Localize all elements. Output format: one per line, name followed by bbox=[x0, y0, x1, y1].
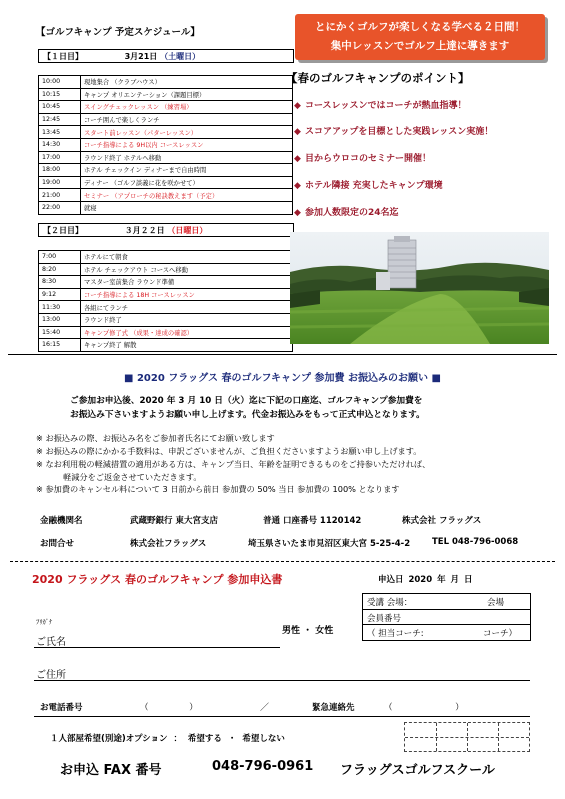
schedule-time: 10:00 bbox=[39, 76, 81, 89]
point-item: ◆ 目からウロコのセミナー開催！ bbox=[294, 154, 432, 164]
reception-suffix: 会場 bbox=[487, 598, 505, 608]
phone-paren: （ ） bbox=[140, 703, 198, 713]
bank-label: 金融機関名 bbox=[40, 516, 83, 526]
office-use-grid bbox=[404, 722, 530, 752]
note-3: ※ なお利用税の軽減措置の適用がある方は、キャンプ当日、年齢を証明できるものをご持参いただければ、 bbox=[36, 459, 431, 469]
day2-header bbox=[38, 223, 294, 237]
schedule-event: 就寝 bbox=[81, 201, 293, 214]
schedule-event: スタート前レッスン（パターレッスン） bbox=[81, 126, 293, 139]
day1-label: 【１日目】 bbox=[43, 52, 83, 61]
schedule-row bbox=[39, 288, 293, 301]
schedule-time: 12:45 bbox=[39, 113, 81, 126]
schedule-event: コーチ指導による 9H以内 コースレッスン bbox=[81, 138, 293, 151]
schedule-event: ラウンド終了 ホテルへ移動 bbox=[81, 151, 293, 164]
schedule-time: 7:00 bbox=[39, 251, 81, 264]
schedule-event: コーチ指導による 18H コースレッスン bbox=[81, 288, 293, 301]
account-holder: 株式会社 フラッグス bbox=[402, 516, 482, 526]
cut-line bbox=[10, 561, 555, 562]
schedule-event: ラウンド終了 bbox=[81, 313, 293, 326]
coach-suffix: コーチ） bbox=[483, 629, 518, 639]
contact-address: 埼玉県さいたま市見沼区東大宮 5-25-4-2 bbox=[248, 539, 411, 549]
schedule-time: 13:45 bbox=[39, 126, 81, 139]
schedule-row bbox=[39, 113, 293, 126]
member-number-label: 会員番号 bbox=[367, 614, 402, 624]
point-item: ◆ ホテル隣接 充実したキャンプ環境 bbox=[294, 181, 443, 191]
emergency-label: 緊急連絡先 bbox=[312, 703, 355, 713]
bank-name: 武蔵野銀行 東大宮支店 bbox=[130, 516, 218, 526]
schedule-time: 19:00 bbox=[39, 176, 81, 189]
fax-label: お申込 FAX 番号 bbox=[60, 763, 162, 778]
day1-header bbox=[38, 49, 294, 63]
point-item: ◆ 参加人数限定の24名迄 bbox=[294, 208, 399, 218]
schedule-event: ホテル チェックイン ディナーまで自由時間 bbox=[81, 164, 293, 177]
schedule-time: 22:00 bbox=[39, 201, 81, 214]
schedule-event: キャンプ修了式 （成果・達成の確認） bbox=[81, 326, 293, 339]
name-label: ご氏名 bbox=[36, 637, 66, 648]
note-5: ※ 参加費のキャンセル料について 3 日前から前日 参加費の 50% 当日 参加費の 100% となります bbox=[36, 484, 400, 494]
schedule-time: 16:15 bbox=[39, 339, 81, 352]
schedule-row bbox=[39, 176, 293, 189]
schedule-row bbox=[39, 76, 293, 89]
banner-line1: とにかくゴルフが楽しくなる学べる２日間！ bbox=[315, 21, 525, 33]
bank-account: 普通 口座番号 1120142 bbox=[263, 516, 362, 526]
day2-date: ３月２２日 bbox=[124, 226, 165, 235]
payment-intro-2: お振込み下さいますようお願い申し上げます。代金お振込みをもって正式申込となります。 bbox=[70, 410, 425, 420]
schedule-event: 各組にてランチ bbox=[81, 301, 293, 314]
day1-weekday: （土曜日） bbox=[160, 52, 201, 61]
contact-label: お問合せ bbox=[40, 539, 75, 549]
schedule-time: 9:12 bbox=[39, 288, 81, 301]
day2-weekday: （日曜日） bbox=[167, 226, 208, 235]
schedule-time: 17:00 bbox=[39, 151, 81, 164]
furigana-label: ﾌﾘｶﾞﾅ bbox=[36, 618, 53, 626]
schedule-time: 10:15 bbox=[39, 88, 81, 101]
reception-row bbox=[363, 594, 530, 610]
schedule-row bbox=[39, 164, 293, 177]
slash: ／ bbox=[260, 703, 270, 713]
schedule-row bbox=[39, 339, 293, 352]
day1-date: 3月21日 bbox=[124, 52, 158, 61]
contact-tel: TEL 048-796-0068 bbox=[432, 537, 519, 547]
note-2: ※ お振込みの際にかかる手数料は、申訳ございませんが、ご負担くださいますようお願い申し上げます。 bbox=[36, 446, 422, 456]
coach-label: （ 担当コーチ: bbox=[367, 629, 424, 639]
schedule-row bbox=[39, 151, 293, 164]
golf-course-photo bbox=[290, 232, 549, 344]
phone-input-line[interactable] bbox=[34, 716, 530, 717]
payment-intro-1: ご参加お申込後、2020 年 3 月 10 日（火）迄に下記の口座迄、ゴルフキャンプ参加費を bbox=[70, 396, 423, 406]
schedule-event: 現地集合 （クラブハウス） bbox=[81, 76, 293, 89]
contact-company: 株式会社フラッグス bbox=[130, 539, 207, 549]
coach-row[interactable] bbox=[363, 625, 530, 640]
diamond-bullet-icon: ◆ bbox=[294, 181, 301, 191]
schedule-event: スイングチェックレッスン （練習場） bbox=[81, 101, 293, 114]
schedule-row bbox=[39, 189, 293, 202]
section-divider bbox=[8, 354, 557, 355]
diamond-bullet-icon: ◆ bbox=[294, 101, 301, 111]
schedule-row bbox=[39, 313, 293, 326]
points-title: 【春のゴルフキャンプのポイント】 bbox=[286, 71, 470, 85]
point-item: ◆ スコアアップを目標とした実践レッスン実施！ bbox=[294, 127, 494, 137]
promo-banner bbox=[295, 14, 545, 60]
schedule-row bbox=[39, 326, 293, 339]
schedule-event: ホテル チェックアウト コースへ移動 bbox=[81, 263, 293, 276]
schedule-event: マスター室前集合 ラウンド準備 bbox=[81, 276, 293, 289]
schedule-event: ホテルにて朝食 bbox=[81, 251, 293, 264]
schedule-time: 13:00 bbox=[39, 313, 81, 326]
schedule-event: キャンプ終了 解散 bbox=[81, 339, 293, 352]
diamond-bullet-icon: ◆ bbox=[294, 208, 301, 218]
school-name: フラッグスゴルフスクール bbox=[340, 763, 495, 778]
point-item: ◆ コースレッスンではコーチが熱血指導！ bbox=[294, 101, 467, 111]
fax-number: 048-796-0961 bbox=[212, 759, 314, 774]
schedule-time: 18:00 bbox=[39, 164, 81, 177]
schedule-row bbox=[39, 276, 293, 289]
member-number-row[interactable] bbox=[363, 610, 530, 625]
note-4: 軽減分をご返金させていただきます。 bbox=[63, 472, 202, 482]
schedule-time: 14:30 bbox=[39, 138, 81, 151]
emergency-paren: （ ） bbox=[384, 703, 464, 713]
banner-line2: 集中レッスンでゴルフ上達に導きます bbox=[330, 40, 510, 52]
schedule-row bbox=[39, 138, 293, 151]
schedule-time: 10:45 bbox=[39, 101, 81, 114]
schedule-time: 15:40 bbox=[39, 326, 81, 339]
room-option[interactable]: １人部屋希望(別途)オプション ： 希望する ・ 希望しない bbox=[50, 734, 285, 744]
payment-title: ■ 2020 フラッグス 春のゴルフキャンプ 参加費 お振込みのお願い ■ bbox=[124, 373, 441, 384]
address-label: ご住所 bbox=[36, 670, 66, 681]
schedule-time: 21:00 bbox=[39, 189, 81, 202]
gender-choice[interactable]: 男性 ・ 女性 bbox=[282, 626, 334, 636]
diamond-bullet-icon: ◆ bbox=[294, 154, 301, 164]
schedule-title: 【ゴルフキャンプ 予定スケジュール】 bbox=[36, 27, 200, 38]
schedule-event: セミナー （アプローチの秘訣教えます（予定） bbox=[81, 189, 293, 202]
schedule-row bbox=[39, 201, 293, 214]
name-input-line[interactable] bbox=[34, 647, 280, 648]
note-1: ※ お振込みの際、お振込み名をご参加者氏名にてお願い致します bbox=[36, 433, 275, 443]
schedule-row bbox=[39, 101, 293, 114]
schedule-row bbox=[39, 88, 293, 101]
day1-schedule-table bbox=[38, 75, 293, 215]
schedule-row bbox=[39, 251, 293, 264]
diamond-bullet-icon: ◆ bbox=[294, 127, 301, 137]
form-title: 2020 フラッグス 春のゴルフキャンプ 参加申込書 bbox=[32, 573, 283, 586]
apply-date: 申込日 2020 年 月 日 bbox=[378, 575, 473, 585]
address-input-line[interactable] bbox=[34, 680, 530, 681]
schedule-row bbox=[39, 301, 293, 314]
reception-box bbox=[362, 593, 531, 641]
schedule-row bbox=[39, 126, 293, 139]
schedule-time: 11:30 bbox=[39, 301, 81, 314]
schedule-time: 8:20 bbox=[39, 263, 81, 276]
day2-label: 【２日目】 bbox=[43, 226, 83, 235]
day2-schedule-table bbox=[38, 250, 293, 352]
schedule-row bbox=[39, 263, 293, 276]
reception-label: 受講 会場： bbox=[367, 598, 413, 608]
schedule-event: ディナー （ゴルフ談義に花を咲かせて） bbox=[81, 176, 293, 189]
phone-label: お電話番号 bbox=[40, 703, 83, 713]
schedule-event: コーチ囲んで楽しくランチ bbox=[81, 113, 293, 126]
schedule-time: 8:30 bbox=[39, 276, 81, 289]
schedule-event: キャンプ オリエンテーション（課題目標） bbox=[81, 88, 293, 101]
